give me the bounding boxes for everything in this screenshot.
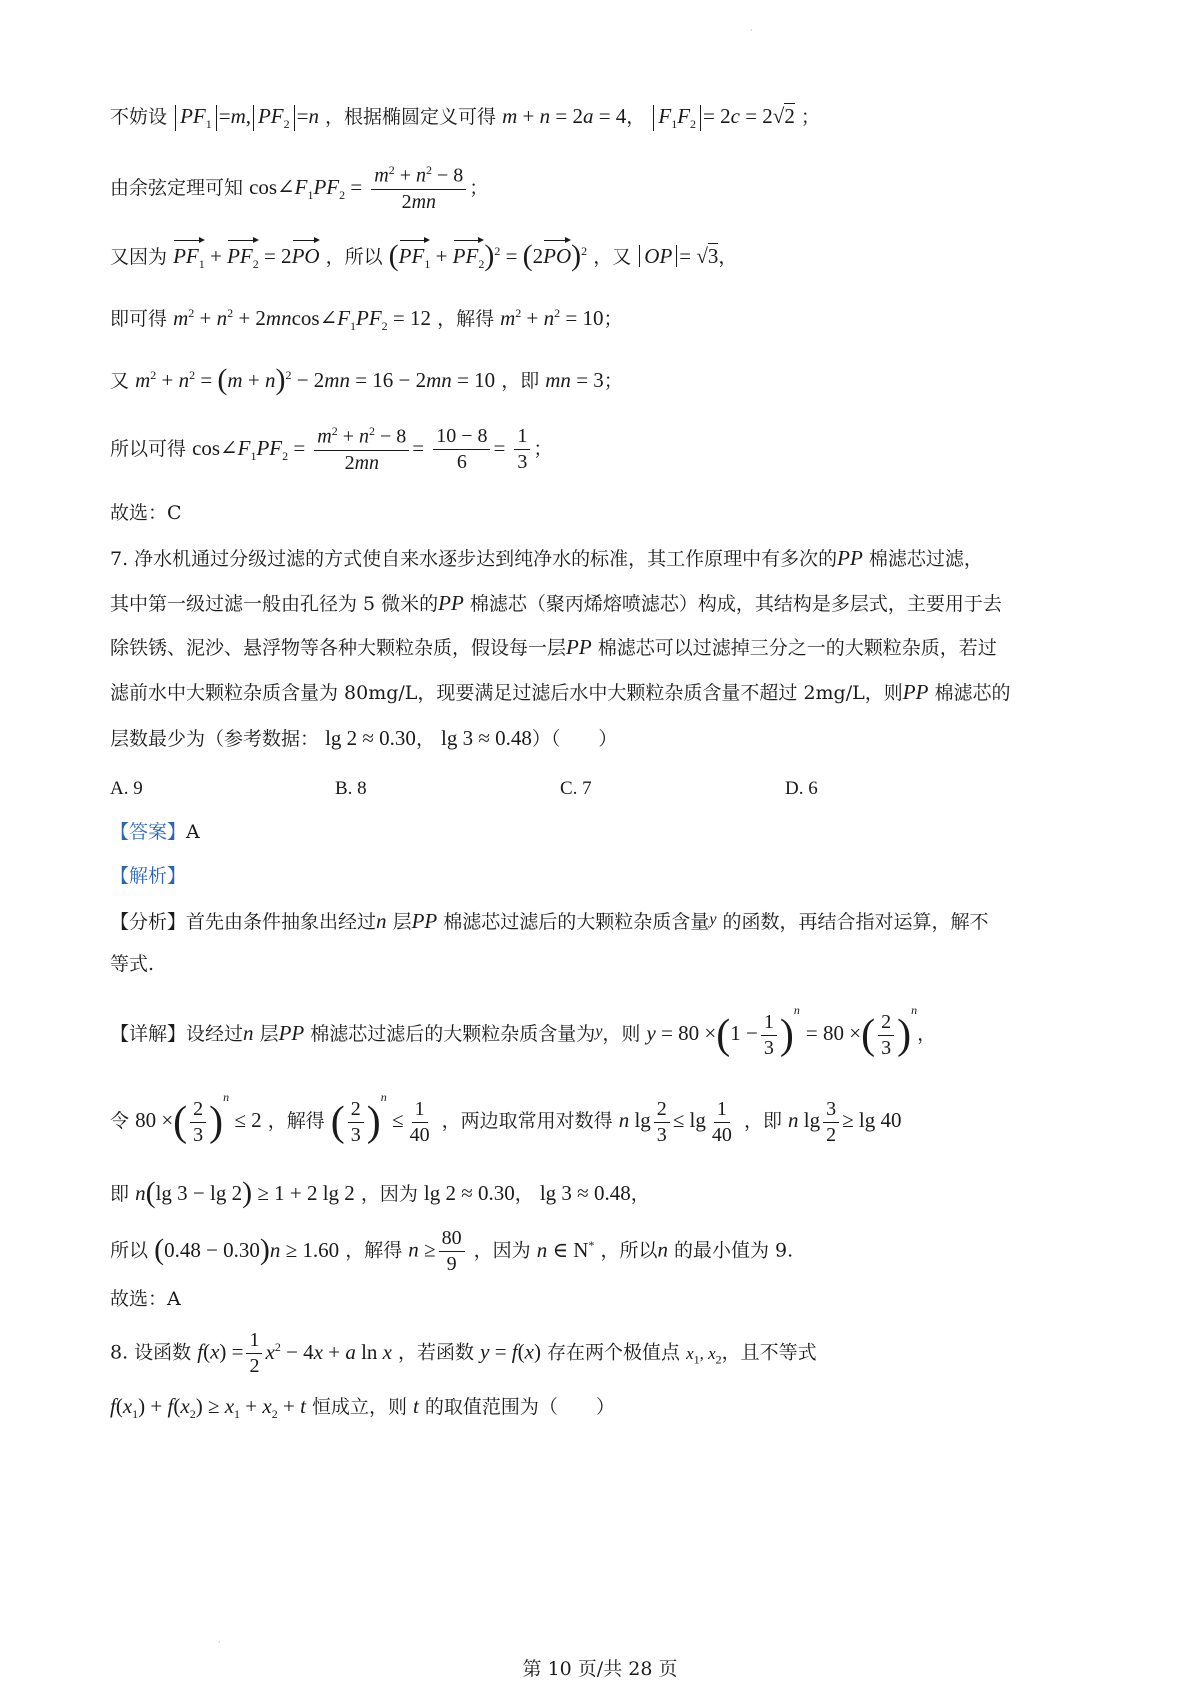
answer-line-q6: 故选：C (110, 502, 182, 524)
option-a: A. 9 (110, 778, 143, 799)
text: 设经过 (186, 1023, 244, 1045)
text: 的取值范围为（ ） (424, 1396, 615, 1418)
scan-mark: · (750, 26, 753, 35)
text: 即可得 (110, 308, 168, 330)
text: ，所以 (325, 246, 383, 268)
text: ，则 (602, 1023, 641, 1045)
text: 8. 设函数 (110, 1341, 192, 1364)
text: ，因为 (473, 1239, 531, 1262)
text: 层 (259, 1023, 279, 1045)
fenxi-line-2: 等式. (110, 953, 155, 975)
text: 棉滤芯可以过滤掉三分之一的大颗粒杂质，若过 (597, 637, 997, 659)
q7-line-2: 其中第一级过滤一般由孔径为 5 微米的PP 棉滤芯（聚丙烯熔喷滤芯）构成，其结构是多层式，主要用于去 (110, 591, 1002, 615)
text: ， (415, 728, 435, 750)
scan-mark: · (218, 1638, 221, 1647)
text: 滤前水中大颗粒杂质含量为 80mg/L，现要满足过滤后水中大颗粒杂质含量不超过 2mg/L，则 (110, 682, 903, 704)
answer-line-q7: 故选：A (110, 1288, 181, 1310)
detail-line-1: 【详解】设经过n 层PP 棉滤芯过滤后的大颗粒杂质含量为$^y$，则 y = 80 ×(1 − $\frac{1}{3}$ )$^n$ = 80 ×( $\frac{2}{3}$ )$^n$， (110, 1003, 937, 1059)
answer-row (110, 821, 200, 844)
text: ，根据椭圆定义可得 (325, 106, 497, 128)
text: 又 (110, 370, 130, 392)
detail-line-3: 即 n(lg 3 − lg 2) ≥ 1 + 2 lg 2 ，因为 lg 2 ≈ 0.30， lg 3 ≈ 0.48， (110, 1176, 650, 1209)
option-d: D. 6 (785, 778, 818, 799)
detail-line-2: 令 80 ×( $\frac{2}{3}$ )$^n$ ≤ 2 ，解得 ( $\frac{2}{3}$ )$^n$ ≤ $\frac{1}{40}$ ，两边取常用对数得 n lg $\frac{2}{3}$ ≤ lg $\frac{1}{40}$ ，即 n lg $\frac{3}{2}$ ≥ lg 40 (110, 1090, 902, 1146)
option-b: B. 8 (335, 778, 367, 799)
text: 除铁锈、泥沙、悬浮物等各种大颗粒杂质，假设每一层 (110, 637, 567, 659)
text: 由余弦定理可知 (110, 176, 244, 199)
solution-line-1: 不妨设 $PF_1 =m$, $PF_2 =n$ ，根据椭圆定义可得 m + n = 2a = 4， $F_1F_2 = 2c = 2√2$ ； (110, 104, 820, 132)
text: ，且不等式 (721, 1341, 817, 1364)
text: ，即 (501, 370, 540, 392)
text: 棉滤芯的 (934, 682, 1011, 704)
text: 的函数，再结合指对运算，解不 (722, 911, 989, 933)
answer-value: A (186, 821, 200, 843)
text: 令 (110, 1110, 130, 1132)
text: 棉滤芯过滤后的大颗粒杂质含量 (443, 911, 710, 933)
q7-line-1: 7. 净水机通过分级过滤的方式使自来水逐步达到纯净水的标准，其工作原理中有多次的PP 棉滤芯过滤， (110, 546, 983, 570)
text: 层数最少为（参考数据： (110, 728, 320, 750)
q8-line-2: $f(x_1) + f(x_2) \ge x_1 + x_2 + t$ 恒成立，则 t 的取值范围为（ ） (110, 1394, 615, 1422)
text: 层 (392, 911, 412, 933)
text: ， (626, 106, 646, 128)
text: 棉滤芯过滤， (868, 548, 983, 570)
text: ， (514, 1183, 534, 1205)
text: ，又 (593, 246, 632, 268)
q8-line-1: 8. 设函数 f(x) = $\frac{1}{2}$ $x^2 - 4x + a$ ln x ，若函数 y = f(x) 存在两个极值点 $x_1$, $x_2$，且不等式 (110, 1329, 817, 1377)
text: 7. 净水机通过分级过滤的方式使自来水逐步达到纯净水的标准，其工作原理中有多次的 (110, 548, 838, 570)
page-footer: 第 10 页/共 28 页 (522, 1658, 678, 1680)
fenxi-tag: 【分析】 (110, 911, 187, 933)
text: 首先由条件抽象出经过 (186, 911, 377, 933)
solution-line-4: 即可得 $m^2 + n^2$ + $2mncos\angle F_1PF_2 = 12$ ，解得 $m^2 + n^2 = 10$； (110, 306, 623, 334)
option-c: C. 7 (560, 778, 592, 799)
text: ，解得 (267, 1110, 325, 1132)
text: 所以可得 (110, 437, 187, 460)
detail-line-4: 所以 (0.48 − 0.30)n ≥ 1.60 ，解得 n ≥ $\frac{80}{9}$ ，因为 n ∈ N* ，所以n 的最小值为 9. (110, 1227, 794, 1275)
text: 即 (110, 1183, 130, 1205)
q7-line-4: 滤前水中大颗粒杂质含量为 80mg/L，现要满足过滤后水中大颗粒杂质含量不超过 2mg/L，则PP 棉滤芯的 (110, 680, 1011, 704)
text: 的最小值为 9. (674, 1239, 794, 1262)
text: 存在两个极值点 (547, 1341, 681, 1364)
text: ，若函数 (398, 1341, 475, 1364)
text: ，因为 (360, 1183, 418, 1205)
solution-line-6: 所以可得 $\cos\angle F_1PF_2$ = $\frac{m^2 + n^2 - 8}{2mn}$ = $\frac{10 - 8}{6}$ = $\frac{1}{3}$ ； (110, 424, 553, 474)
text: ，解得 (345, 1239, 403, 1262)
q7-line-3: 除铁锈、泥沙、悬浮物等各种大颗粒杂质，假设每一层PP 棉滤芯可以过滤掉三分之一的大颗粒杂质，若过 (110, 635, 997, 659)
analysis-tag: 【解析】 (110, 865, 187, 887)
text: 棉滤芯过滤后的大颗粒杂质含量为 (310, 1023, 596, 1045)
solution-line-5: 又 $m^2 + n^2 = (m + n)^2 - 2mn = 16 - 2mn = 10$ ，即 mn = 3； (110, 363, 623, 396)
q7-line-5: 层数最少为（参考数据： lg 2 ≈ 0.30， lg 3 ≈ 0.48）（ ） (110, 726, 618, 750)
solution-line-2: 由余弦定理可知 $\cos\angle F_1PF_2$ = $\frac{m^2 + n^2 - 8}{2mn}$ ； (110, 163, 489, 213)
answer-tag: 【答案】 (110, 821, 187, 843)
fenxi-line-1: 【分析】首先由条件抽象出经过n 层PP 棉滤芯过滤后的大颗粒杂质含量$^y$ 的函数，再结合指对运算，解不 (110, 909, 989, 933)
text: 恒成立，则 (311, 1396, 407, 1418)
text: 又因为 (110, 246, 168, 268)
text: ， (630, 1183, 650, 1205)
text: 不妨设 (110, 106, 168, 128)
solution-line-3: 又因为 $PF_1 + PF_2 = 2PO$ ，所以 $(PF_1 + PF_2)^2 = (2PO)^2$ ，又 OP = √3， (110, 239, 738, 272)
text: ，解得 (437, 308, 495, 330)
text: ， (917, 1023, 937, 1045)
text: 其中第一级过滤一般由孔径为 5 微米的 (110, 593, 439, 615)
text: ，即 (743, 1110, 782, 1132)
text: ）（ ） (531, 728, 618, 750)
text: ，两边取常用对数得 (441, 1110, 613, 1132)
text: 棉滤芯（聚丙烯熔喷滤芯）构成，其结构是多层式，主要用于去 (469, 593, 1002, 615)
detail-tag: 【详解】 (110, 1023, 187, 1045)
text: 所以 (110, 1239, 149, 1262)
text: ，所以 (600, 1239, 658, 1262)
